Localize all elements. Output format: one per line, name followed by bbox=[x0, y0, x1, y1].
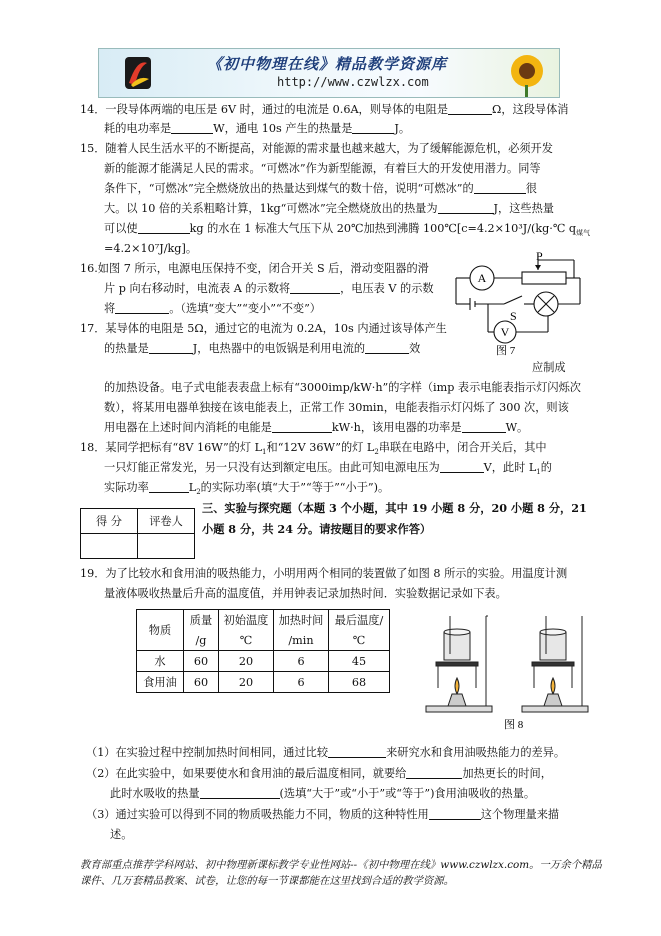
ammeter-label: A bbox=[477, 271, 487, 285]
question-19-sub-1: （1）在实验过程中控制加热时间相同，通过比较 来研究水和食用油吸热能力的差异。 bbox=[86, 746, 566, 759]
table-header-cell: 物质 bbox=[137, 610, 184, 651]
answer-blank[interactable] bbox=[474, 181, 526, 194]
table-header-cell: 初始温度 bbox=[219, 610, 274, 631]
question-14-line-2: 耗的电功率是 W，通电 10s 产生的热量是 J。 bbox=[104, 122, 411, 135]
score-label: 得 分 bbox=[81, 509, 138, 534]
switch-label: S bbox=[510, 309, 517, 323]
question-15-line-6: =4.2×10⁷J/kg]。 bbox=[104, 242, 198, 255]
question-18-line-1: 18．某同学把标有“8V 16W”的灯 $L_1$和“12V 36W”的灯 $L_2$串联在电路中，闭合开关后，其中 bbox=[80, 441, 547, 457]
figure-7-circuit bbox=[448, 252, 593, 362]
table-header-unit: ℃ bbox=[329, 630, 390, 651]
answer-blank[interactable] bbox=[149, 480, 189, 493]
banner-url[interactable]: http://www.czwlzx.com bbox=[277, 75, 429, 89]
figure-7-caption: 图 7 bbox=[496, 345, 516, 357]
question-17-line-6: 用电器在上述时间内消耗的电能是 kW·h，该用电器的功率是 W。 bbox=[104, 421, 529, 434]
table-cell: 6 bbox=[274, 672, 329, 693]
question-15-line-2: 新的能源才能满足人民的需求。“可燃冰”作为新型能源，有着巨大的开发使用潜力。同等 bbox=[104, 162, 541, 175]
answer-blank[interactable] bbox=[448, 102, 492, 115]
table-row bbox=[137, 672, 390, 693]
question-17-line-3: 应制成 bbox=[532, 361, 566, 374]
answer-blank[interactable] bbox=[171, 121, 213, 134]
table-cell: 45 bbox=[329, 651, 390, 672]
footer-line-1: 教育部重点推荐学科网站、初中物理新课标教学专业性网站--《初中物理在线》www.czwlzx.com。一万余个精品 bbox=[80, 859, 602, 871]
sunflower-icon bbox=[495, 49, 555, 97]
score-field[interactable] bbox=[81, 534, 138, 559]
question-15-line-5: 可以使 kg 的水在 1 标准大气压下从 20℃加热到沸腾 100℃[c=4.2×10³J/(kg·℃ $q_{煤气}$ bbox=[104, 222, 591, 238]
section-3-heading-line-1: 三、实验与探究题（本题 3 个小题，其中 19 小题 8 分，20 小题 8 分，21 bbox=[202, 501, 587, 515]
question-19-sub-2-cont: 此时水吸收的热量 (选填“大于”或“小于”或“等于”)食用油吸收的热量。 bbox=[110, 787, 536, 800]
banner-title: 《初中物理在线》精品教学资源库 bbox=[207, 55, 448, 73]
question-15-line-3: 条件下，“可燃冰”完全燃烧放出的热量达到煤气的数十倍，说明“可燃冰”的 很 bbox=[104, 182, 537, 195]
answer-blank[interactable] bbox=[138, 221, 190, 234]
answer-blank[interactable] bbox=[429, 807, 481, 820]
site-logo-icon bbox=[107, 53, 167, 93]
question-16-line-2: 片 p 向右移动时，电流表 A 的示数将 ，电压表 V 的示数 bbox=[104, 282, 434, 295]
table-header-row bbox=[137, 610, 390, 631]
table-cell: 20 bbox=[219, 651, 274, 672]
table-cell: 6 bbox=[274, 651, 329, 672]
answer-blank[interactable] bbox=[352, 121, 394, 134]
table-cell: 68 bbox=[329, 672, 390, 693]
question-14-line-1: 14．一段导体两端的电压是 6V 时，通过的电流是 0.6A，则导体的电阻是 Ω，这段导体消 bbox=[80, 103, 569, 116]
table-header-cell: 加热时间 bbox=[274, 610, 329, 631]
question-19-line-1: 19．为了比较水和食用油的吸热能力，小明用两个相同的装置做了如图 8 所示的实验。用温度计测 bbox=[80, 567, 568, 580]
grader-field[interactable] bbox=[138, 534, 195, 559]
question-15-line-4: 大。以 10 倍的关系粗略计算，1kg“可燃冰”完全燃烧放出的热量为 J，这些热量 bbox=[104, 202, 554, 215]
table-header-unit: ℃ bbox=[219, 630, 274, 651]
answer-blank[interactable] bbox=[438, 201, 494, 214]
table-cell: 60 bbox=[184, 672, 219, 693]
section-3-heading-line-2: 小题 8 分，共 24 分。请按题目的要求作答） bbox=[202, 522, 432, 536]
table-cell: 60 bbox=[184, 651, 219, 672]
score-box bbox=[80, 508, 195, 559]
answer-blank[interactable] bbox=[440, 460, 484, 473]
question-17-line-2: 的热量是 J，电热器中的电饭锅是利用电流的 效 bbox=[104, 342, 421, 355]
slider-label: P bbox=[536, 252, 543, 263]
question-15-line-1: 15．随着人民生活水平的不断提高，对能源的需求量也越来越大，为了缓解能源危机，必须开发 bbox=[80, 142, 553, 155]
figure-8-caption: 图 8 bbox=[504, 719, 524, 731]
answer-blank[interactable] bbox=[462, 420, 506, 433]
header-banner bbox=[98, 48, 560, 98]
table-header-unit: /min bbox=[274, 630, 329, 651]
question-19-line-2: 量液体吸收热量后升高的温度值，并用钟表记录加热时间．实验数据记录如下表。 bbox=[104, 587, 507, 600]
question-17-line-1: 17．某导体的电阻是 5Ω，通过它的电流为 0.2A，10s 内通过该导体产生 bbox=[80, 322, 447, 335]
question-19-sub-3-cont: 述。 bbox=[110, 828, 133, 841]
grader-label: 评卷人 bbox=[138, 509, 195, 534]
table-header-cell: 质量 bbox=[184, 610, 219, 631]
question-17-line-4: 的加热设备。电子式电能表表盘上标有“3000imp/kW·h”的字样（imp 表示电能表指示灯闪烁次 bbox=[104, 381, 581, 394]
figure-8-apparatus bbox=[418, 610, 608, 735]
table-row bbox=[137, 651, 390, 672]
answer-blank[interactable] bbox=[115, 301, 169, 314]
table-cell: 水 bbox=[137, 651, 184, 672]
question-19-sub-2: （2）在此实验中，如果要使水和食用油的最后温度相同，就要给 加热更长的时间， bbox=[86, 767, 552, 780]
answer-blank[interactable] bbox=[149, 341, 193, 354]
question-16-line-3: 将 。（选填“变大”“变小”“不变”） bbox=[104, 302, 321, 315]
table-cell: 食用油 bbox=[137, 672, 184, 693]
answer-blank[interactable] bbox=[365, 341, 409, 354]
data-table bbox=[136, 609, 390, 693]
voltmeter-label: V bbox=[500, 325, 510, 339]
question-18-line-2: 一只灯能正常发光，另一只没有达到额定电压。由此可知电源电压为 V，此时 $L_1$的 bbox=[104, 461, 552, 477]
question-17-line-5: 数），将某用电器单独接在该电能表上，正常工作 30min，电能表指示灯闪烁了 300 次，则该 bbox=[104, 401, 569, 414]
question-18-line-3: 实际功率 $L_2$的实际功率(填“大于”“等于”“小于”)。 bbox=[104, 481, 390, 497]
answer-blank[interactable] bbox=[290, 281, 340, 294]
table-cell: 20 bbox=[219, 672, 274, 693]
table-header-cell: 最后温度/ bbox=[329, 610, 390, 631]
answer-blank[interactable] bbox=[272, 420, 332, 433]
question-19-sub-3: （3）通过实验可以得到不同的物质吸热能力不同，物质的这种特性用 这个物理量来描 bbox=[86, 808, 560, 821]
footer-line-2: 课件、几万套精品教案、试卷，让您的每一节课都能在这里找到合适的教学资源。 bbox=[80, 875, 455, 887]
question-16-line-1: 16.如图 7 所示，电源电压保持不变，闭合开关 S 后，滑动变阻器的滑 bbox=[80, 262, 429, 275]
answer-blank[interactable] bbox=[200, 786, 280, 799]
answer-blank[interactable] bbox=[406, 766, 462, 779]
answer-blank[interactable] bbox=[328, 745, 386, 758]
heating-setup-icon bbox=[426, 616, 588, 712]
table-header-unit: /g bbox=[184, 630, 219, 651]
